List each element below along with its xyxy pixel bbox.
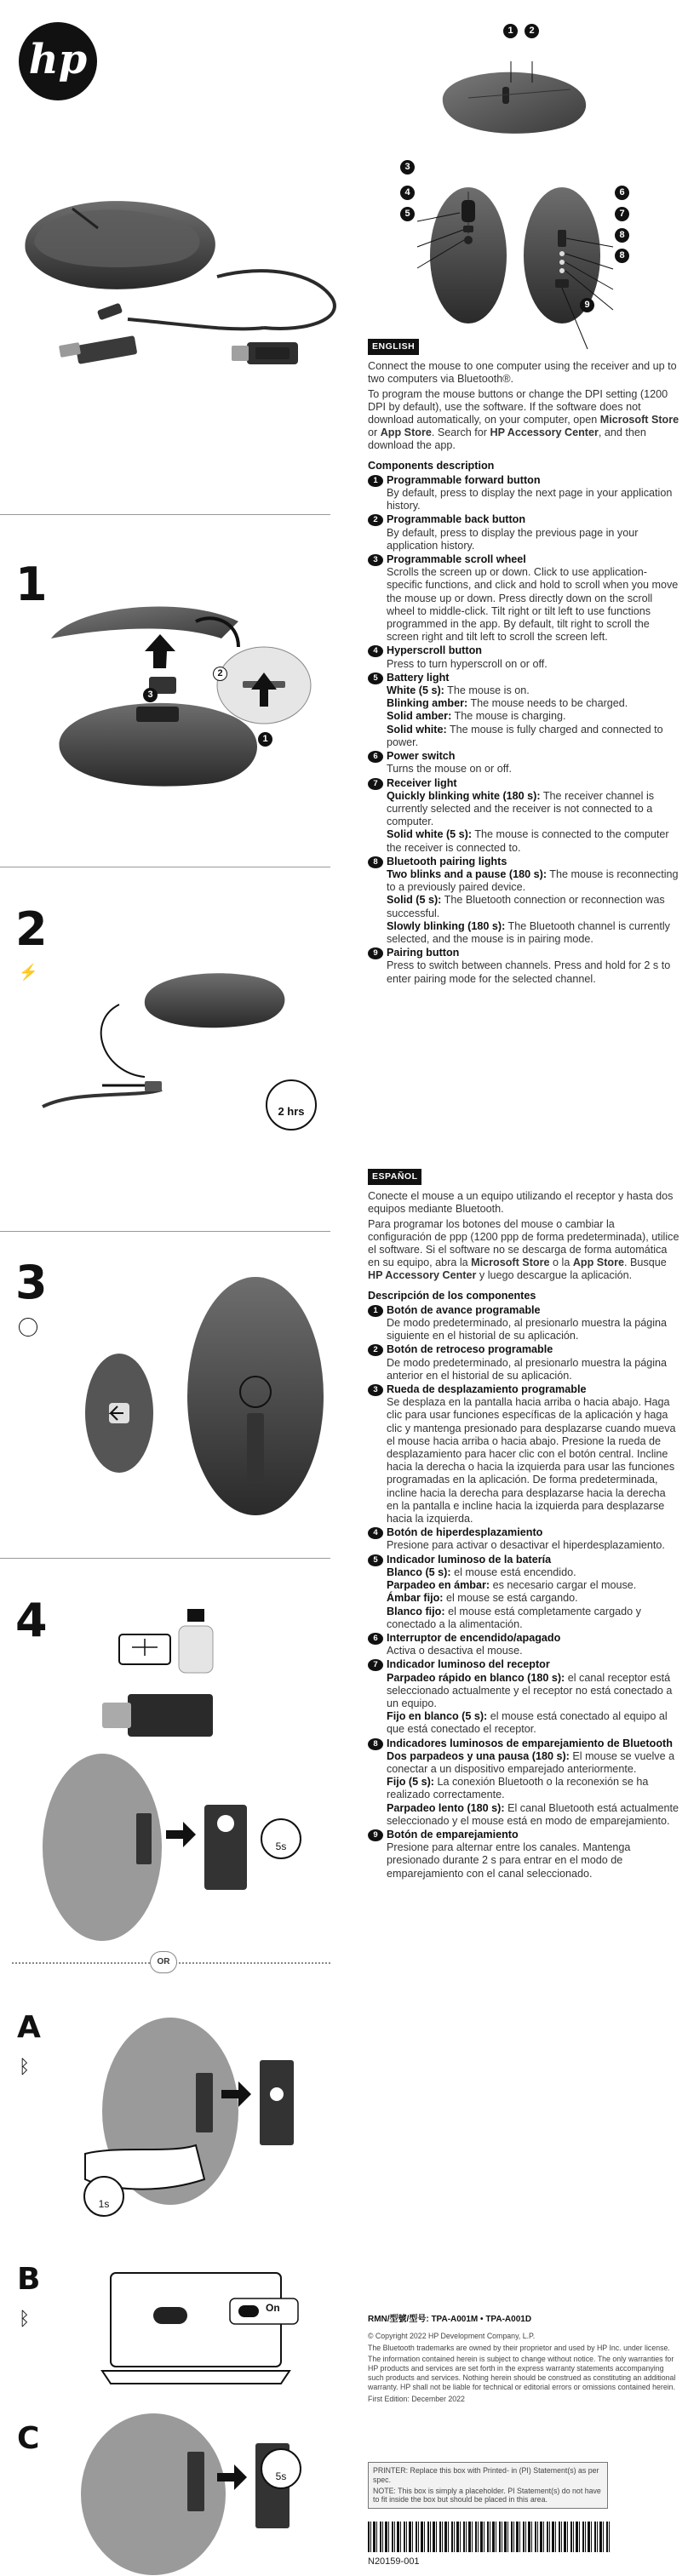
timer-1s-label: 1s	[98, 2198, 110, 2210]
english-intro-2: To program the mouse buttons or change the DPI setting (1200 DPI by default), use the software. If the software does not download automatically, on your computer, open Microsoft Store or App Store. Search for HP Accessory Center, and then download the app.	[368, 387, 679, 452]
english-lang-tag: ENGLISH	[368, 339, 419, 355]
step-c-letter: C	[17, 2421, 40, 2456]
timer-5s-label: 5s	[275, 1840, 287, 1852]
divider-1	[0, 514, 330, 515]
timer-5s	[261, 1818, 301, 1859]
espanol-component-8: 8 Indicadores luminosos de emparejamiento de Bluetooth Dos parpadeos y una pausa (180 s): El mouse se vuelve a conectar a un dispositivo emparejado anteriormente. Fijo (5 s): La conexión Bluetooth o la reconexión se ha realizado correctamente. Parpadeo lento (180 s): El canal Bluetooth está actualmente seleccionado y el mouse está en modo de emparejamiento.	[368, 1737, 679, 1828]
english-component-5: 5 Battery light White (5 s): The mouse is on. Blinking amber: The mouse needs to be charged. Solid amber: The mouse is charging. Solid white: The mouse is fully charged and connected to power.	[368, 672, 679, 749]
step-3-illustration	[77, 1260, 332, 1532]
bluetooth-icon-b: ᛒ	[19, 2309, 31, 2330]
callout-6: 6	[615, 186, 629, 200]
espanol-intro-2: Para programar los botones del mouse o cambiar la configuración de ppp (1200 ppp de forma predeterminada), utilice el software. Si el software no se descarga de forma automática en su equipo, abra la Microsoft Store o la App Store. Busque HP Accessory Center y luego descargue la aplicación.	[368, 1217, 679, 1282]
espanol-component-2: 2 Botón de retroceso programable De modo predeterminado, al presionarlo muestra la página anterior en el historial de su aplicación.	[368, 1343, 679, 1382]
espanol-component-3: 3 Rueda de desplazamiento programable Se desplaza en la pantalla hacia arriba o hacia abajo. Haga clic para usar funciones específicas de la aplicación y haga clic y mantenga presionado para desplazarse cuando mueva el mouse hacia arriba o hacia abajo. Presione la rueda de desplazamiento para hacer clic con el botón central. Incline hacia la derecha o hacia la izquierda para usar las funciones programadas en la aplicación. De forma predeterminada, incline hacia la derecha para desplazarse hacia la derecha en la pantalla e incline hacia la izquierda para desplazarse hacia la izquierda.	[368, 1383, 679, 1526]
divider-3	[0, 1231, 330, 1232]
box-contents-illustration	[9, 170, 366, 383]
footer-legal	[368, 2316, 679, 2403]
barcode	[368, 2522, 611, 2552]
hp-logo-text: hp	[28, 36, 88, 83]
english-component-1: 1 Programmable forward button By default, press to display the next page in your application history.	[368, 474, 679, 513]
copyright: © Copyright 2022 HP Development Company, L.P.	[368, 2331, 536, 2340]
printer-placeholder-box	[368, 2462, 608, 2509]
laptop-illustration	[102, 2264, 324, 2392]
hp-logo	[19, 22, 97, 100]
espanol-component-4: 4 Botón de hiperdesplazamiento Presione para activar o desactivar el hiperdesplazamiento.	[368, 1526, 679, 1552]
charge-timer	[266, 1079, 317, 1131]
or-badge	[150, 1951, 177, 1973]
divider-4	[0, 1558, 330, 1559]
printer-note-2: NOTE: This box is simply a placeholder. PI Statement(s) do not have to fit inside the box but should be placed in this area.	[373, 2486, 601, 2504]
step-2-number: 2	[15, 902, 48, 956]
callout-5: 5	[400, 207, 415, 221]
step-1-callout-2: 2	[213, 667, 227, 681]
english-section	[368, 339, 679, 987]
step-2-illustration	[34, 928, 324, 1166]
espanol-component-1: 1 Botón de avance programable De modo predeterminado, al presionarlo muestra la página siguiente en el historial de su aplicación.	[368, 1304, 679, 1343]
timer-5s-c-label: 5s	[275, 2470, 287, 2482]
callout-9: 9	[580, 298, 594, 312]
english-component-4: 4 Hyperscroll button Press to turn hyperscroll on or off.	[368, 644, 679, 670]
step-c-illustration	[68, 2418, 341, 2571]
callout-8a: 8	[615, 228, 629, 243]
callout-3: 3	[400, 160, 415, 175]
mouse-component-views	[426, 51, 681, 332]
callout-8b: 8	[615, 249, 629, 263]
bluetooth-on-label: On	[266, 2302, 280, 2314]
english-component-8: 8 Bluetooth pairing lights Two blinks and a pause (180 s): The mouse is reconnecting to a previously paired device. Solid (5 s): The Bluetooth connection or reconnection was successful. Slowly blinking (180 s): The Bluetooth channel is currently selected, and the mouse is in pairing mode.	[368, 856, 679, 946]
legal-notice: The information contained herein is subject to change without notice. The only warranties for HP products and services are set forth in the express warranty statements accompanying such products and services. Nothing herein should be construed as constituting an additional warranty. HP shall not be liable for technical or editorial errors or omissions contained herein.	[368, 2355, 676, 2391]
step-3-number: 3	[15, 1256, 48, 1309]
step-a-letter: A	[17, 2010, 41, 2045]
step-4-number: 4	[15, 1594, 48, 1647]
english-component-2: 2 Programmable back button By default, press to display the previous page in your application history.	[368, 513, 679, 552]
callout-2: 2	[525, 24, 539, 38]
espanol-component-5: 5 Indicador luminoso de la batería Blanco (5 s): el mouse está encendido. Parpadeo en ámbar: es necesario cargar el mouse. Ámbar fijo: el mouse se está cargando. Blanco fijo: el mouse está completamente cargado y conectado a la alimentación.	[368, 1554, 679, 1631]
step-1-callout-3: 3	[143, 688, 158, 702]
english-component-7: 7 Receiver light Quickly blinking white (180 s): The receiver channel is currently selected and the receiver is not connected to a computer. Solid white (5 s): The mouse is connected to the computer the receiver is connected to.	[368, 777, 679, 855]
bluetooth-trademark: The Bluetooth trademarks are owned by their proprietor and used by HP Inc. under license.	[368, 2343, 670, 2352]
step-1-callout-1: 1	[258, 732, 272, 747]
callout-1: 1	[503, 24, 518, 38]
lightning-icon: ⚡	[19, 964, 38, 981]
callout-7: 7	[615, 207, 629, 221]
english-component-6: 6 Power switch Turns the mouse on or off.	[368, 750, 679, 776]
step-4-illustration	[34, 1600, 332, 1924]
callout-4: 4	[400, 186, 415, 200]
timer-5s-c	[261, 2448, 301, 2489]
charge-time-label: 2 hrs	[278, 1105, 305, 1118]
espanol-intro-1: Conecte el mouse a un equipo utilizando el receptor y hasta dos equipos mediante Bluetooth.	[368, 1190, 674, 1216]
espanol-component-9: 9 Botón de emparejamiento Presione para alternar entre los canales. Mantenga presionado durante 2 s para entrar en el modo de emparejamiento con el canal seleccionado.	[368, 1829, 679, 1880]
english-component-3: 3 Programmable scroll wheel Scrolls the screen up or down. Click to use application-specific functions, and click and hold to scroll when you move the mouse up or down. Press directly down on the scroll wheel to middle-click. Tilt right or tilt left to use functions programmed in the app. By default, tilt right to scroll the screen right and tilt left to scroll the screen left.	[368, 553, 679, 644]
bluetooth-icon-a: ᛒ	[19, 2057, 31, 2078]
espanol-section	[368, 1169, 679, 1881]
espanol-component-6: 6 Interruptor de encendido/apagado Activa o desactiva el mouse.	[368, 1632, 679, 1657]
step-a-illustration	[68, 1984, 341, 2264]
espanol-components-heading: Descripción de los componentes	[368, 1289, 536, 1302]
step-b-letter: B	[17, 2262, 41, 2297]
english-component-9: 9 Pairing button Press to switch between channels. Press and hold for 2 s to enter pairing mode for the selected channel.	[368, 947, 679, 986]
edition: First Edition: December 2022	[368, 2394, 465, 2403]
espanol-lang-tag: ESPAÑOL	[368, 1169, 421, 1185]
power-icon	[19, 1318, 37, 1337]
english-components-heading: Components description	[368, 459, 495, 472]
espanol-component-7: 7 Indicador luminoso del receptor Parpadeo rápido en blanco (180 s): el canal receptor está seleccionado actualmente y el receptor no está conectado a un equipo. Fijo en blanco (5 s): el mouse está conectado al equipo al que está conectado el receptor.	[368, 1658, 679, 1736]
printer-note-1: PRINTER: Replace this box with Printed- in (PI) Statement(s) as per spec.	[373, 2466, 599, 2484]
or-label: OR	[157, 1957, 170, 1966]
timer-1s	[83, 2176, 124, 2217]
english-intro-1: Connect the mouse to one computer using the receiver and up to two computers via Bluetooth®.	[368, 360, 677, 386]
regulatory-model: RMN/型號/型号: TPA-A001M • TPA-A001D	[368, 2315, 532, 2324]
step-1-number: 1	[15, 558, 48, 611]
part-number: N20159-001	[368, 2556, 420, 2567]
step-1-illustration	[43, 587, 324, 826]
